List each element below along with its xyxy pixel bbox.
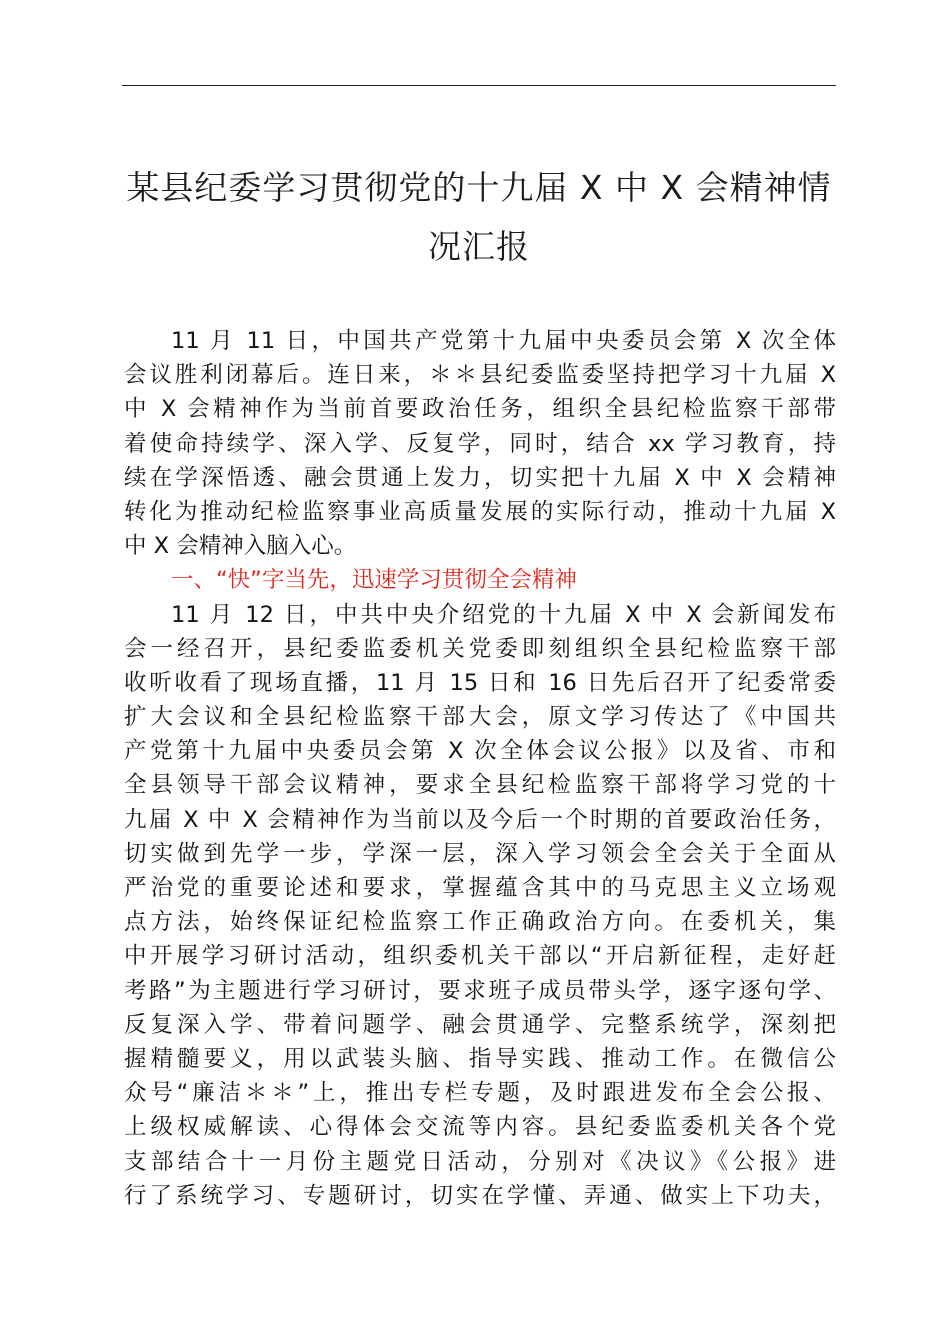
header-rule [122,85,836,86]
section-1-line: 支部结合十一月份主题党日活动，分别对《决议》《公报》进 [124,1148,836,1175]
intro-line: 中 X 会精神入脑入心。 [124,533,357,560]
intro-line: 续在学深悟透、融会贯通上发力，切实把十九届 X 中 X 会精神 [124,464,836,491]
title-line-1: 某县纪委学习贯彻党的十九届 X 中 X 会精神情 [126,168,832,207]
title-line-2: 况汇报 [428,227,530,266]
section-1-line: 扩大会议和全县纪检监察干部大会，原文学习传达了《中国共 [124,704,836,731]
document-body [124,324,836,1213]
section-1-line: 产党第十九届中央委员会第 X 次全体会议公报》以及省、市和 [124,738,836,765]
section-1-line: 中开展学习研讨活动，组织委机关干部以“开启新征程，走好赶 [124,943,836,970]
section-1-line: 点方法，始终保证纪检监察工作正确政治方向。在委机关，集 [124,909,836,936]
section-1-line: 严治党的重要论述和要求，掌握蕴含其中的马克思主义立场观 [124,875,836,901]
section-1-line: 切实做到先学一步，学深一层，深入学习领会全会关于全面从 [124,840,836,867]
intro-line: 会议胜利闭幕后。连日来，＊＊县纪委监委坚持把学习十九届 X [124,362,836,389]
section-1-line: 反复深入学、带着问题学、融会贯通学、完整系统学，深刻把 [124,1011,836,1038]
section-1-heading: 一、“快”字当先，迅速学习贯彻全会精神 [171,567,577,594]
intro-line: 中 X 会精神作为当前首要政治任务，组织全县纪检监察干部带 [124,396,836,423]
section-1-line: 九届 X 中 X 会精神作为当前以及今后一个时期的首要政治任务， [124,806,836,833]
intro-line: 11 月 11 日，中国共产党第十九届中央委员会第 X 次全体 [171,328,836,354]
section-1-line: 11 月 12 日，中共中央介绍党的十九届 X 中 X 会新闻发布 [171,601,836,628]
intro-line: 着使命持续学、深入学、反复学，同时，结合 xx 学习教育，持 [124,430,836,457]
intro-line: 转化为推动纪检监察事业高质量发展的实际行动，推动十九届 X [124,498,836,525]
section-1-line: 众号“廉洁＊＊”上，推出专栏专题，及时跟进发布全会公报、 [124,1080,836,1107]
section-1-line: 上级权威解读、心得体会交流等内容。县纪委监委机关各个党 [124,1114,836,1141]
section-1-line: 全县领导干部会议精神，要求全县纪检监察干部将学习党的十 [124,772,836,799]
section-1-line: 行了系统学习、专题研讨，切实在学懂、弄通、做实上下功夫， [124,1182,836,1209]
section-1-line: 考路”为主题进行学习研讨，要求班子成员带头学，逐字逐句学、 [124,977,836,1004]
section-1-line: 握精髓要义，用以武装头脑、指导实践、推动工作。在微信公 [124,1045,836,1072]
section-1-line: 会一经召开，县纪委监委机关党委即刻组织全县纪检监察干部 [124,635,836,662]
document-title [122,158,836,276]
section-1-line: 收听收看了现场直播，11 月 15 日和 16 日先后召开了纪委常委 [124,669,836,696]
